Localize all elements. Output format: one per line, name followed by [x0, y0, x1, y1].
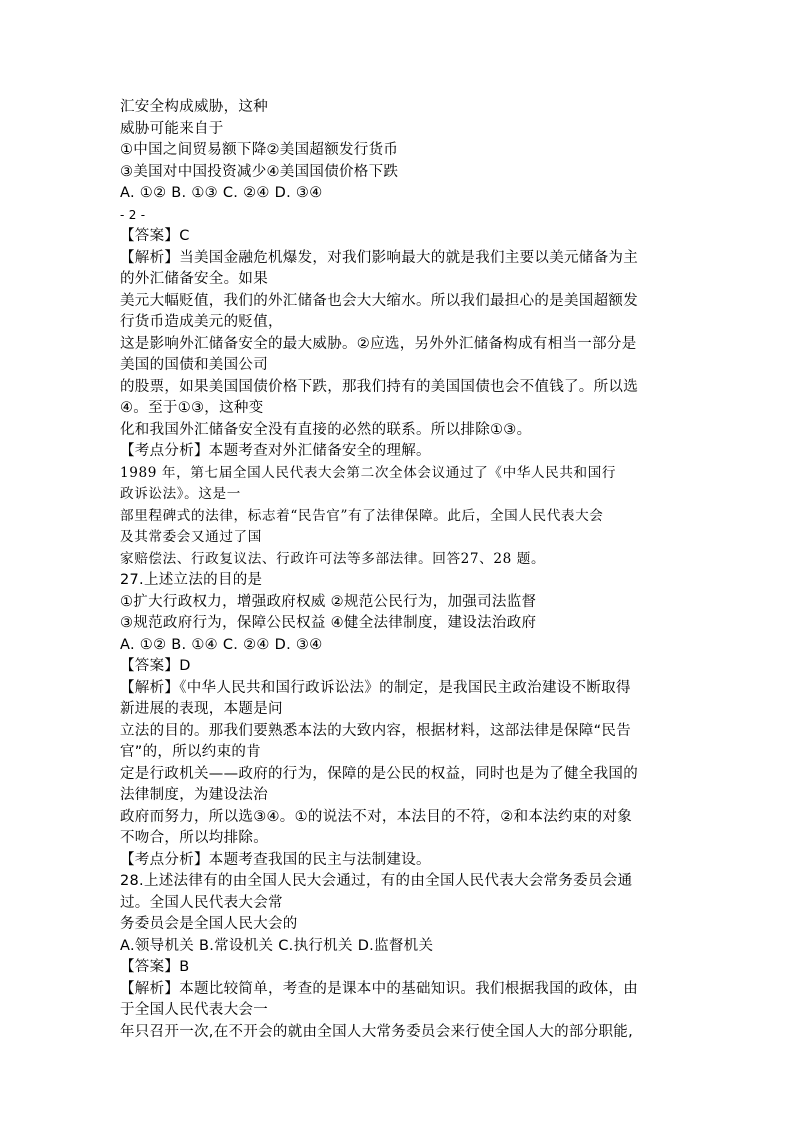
question-option-line: ③美国对中国投资减少④美国国债价格下跌: [120, 163, 399, 180]
question-stem: 27.上述立法的目的是: [120, 572, 263, 588]
text-line: 威胁可能来自于: [120, 120, 224, 137]
analysis-line: 【解析】本题比较简单，考查的是课本中的基础知识。我们根据我国的政体，由: [120, 980, 638, 997]
question-option-line: ①中国之间贸易额下降②美国超额发行货币: [120, 142, 399, 158]
question-stem: 过。全国人民代表大会常: [120, 894, 283, 911]
key-point-line: 【考点分析】本题考查我国的民主与法制建设。: [120, 851, 431, 868]
analysis-line: 法律制度，为建设法治: [120, 787, 268, 803]
material-line: 政诉讼法》。这是一: [120, 486, 241, 502]
analysis-line: ④。至于①③，这种变: [120, 400, 264, 416]
material-line: 1989 年，第七届全国人民代表大会第二次全体会议通过了《中华人民共和国行: [120, 464, 617, 481]
analysis-line: 官”的，所以约束的肯: [120, 744, 262, 760]
material-line: 部里程碑式的法律，标志着“民告官”有了法律保障。此后，全国人民代表大会: [120, 507, 604, 524]
page-number: - 2 -: [120, 207, 146, 222]
analysis-line: 行货币造成美元的贬值，: [120, 314, 283, 330]
question-stem: 务委员会是全国人民大会的: [120, 916, 298, 932]
question-option-line: ③规范政府行为，保障公民权益 ④健全法律制度，建设法治政府: [120, 615, 537, 631]
document-body: [120, 97, 685, 1043]
analysis-line: 化和我国外汇储备安全没有直接的必然的联系。所以排除①③。: [120, 421, 532, 438]
analysis-line: 【解析】当美国金融危机爆发，对我们影响最大的就是我们主要以美元储备为主: [120, 249, 638, 266]
material-line: 家赔偿法、行政复议法、行政许可法等多部法律。回答27、28 题。: [120, 550, 546, 567]
material-line: 及其常委会又通过了国: [120, 529, 262, 545]
answer-line: 【答案】D: [120, 658, 191, 674]
answer-choices: A.领导机关 B.常设机关 C.执行机关 D.监督机关: [120, 937, 434, 954]
answer-line: 【答案】C: [120, 228, 190, 244]
answer-line: 【答案】B: [120, 959, 190, 975]
analysis-line: 美国的国债和美国公司: [120, 357, 268, 373]
analysis-line: 的外汇储备安全。如果: [120, 271, 268, 287]
analysis-line: 定是行政机关——政府的行为，保障的是公民的权益，同时也是为了健全我国的: [120, 765, 638, 782]
analysis-line: 不吻合，所以均排除。: [120, 830, 268, 846]
analysis-line: 新进展的表现，本题是问: [120, 701, 283, 717]
answer-choices: A. ①② B. ①③ C. ②④ D. ③④: [120, 185, 323, 201]
analysis-line: 【解析】《中华人民共和国行政诉讼法》的制定，是我国民主政治建设不断取得: [120, 679, 631, 696]
analysis-line: 于全国人民代表大会一: [120, 1002, 268, 1018]
question-stem: 28.上述法律有的由全国人民大会通过，有的由全国人民代表大会常务委员会通: [120, 873, 633, 889]
analysis-line: 政府而努力，所以选③④。①的说法不对，本法目的不符，②和本法约束的对象: [120, 808, 632, 825]
analysis-line: 美元大幅贬值，我们的外汇储备也会大大缩水。所以我们最担心的是美国超额发: [120, 292, 638, 309]
analysis-line: 立法的目的。那我们要熟悉本法的大致内容，根据材料，这部法律是保障“民告: [120, 722, 632, 739]
key-point-line: 【考点分析】本题考查对外汇储备安全的理解。: [120, 443, 431, 459]
question-option-line: ①扩大行政权力，增强政府权威 ②规范公民行为，加强司法监督: [120, 593, 537, 610]
analysis-line: 这是影响外汇储备安全的最大威胁。②应选，另外外汇储备构成有相当一部分是: [120, 335, 637, 352]
text-line: 汇安全构成威胁，这种: [120, 99, 268, 115]
analysis-line: 年只召开一次,在不开会的就由全国人大常务委员会来行使全国人大的部分职能,: [120, 1023, 634, 1040]
answer-choices: A. ①② B. ①④ C. ②④ D. ③④: [120, 636, 323, 653]
analysis-line: 的股票，如果美国国债价格下跌，那我们持有的美国国债也会不值钱了。所以选: [120, 378, 638, 395]
